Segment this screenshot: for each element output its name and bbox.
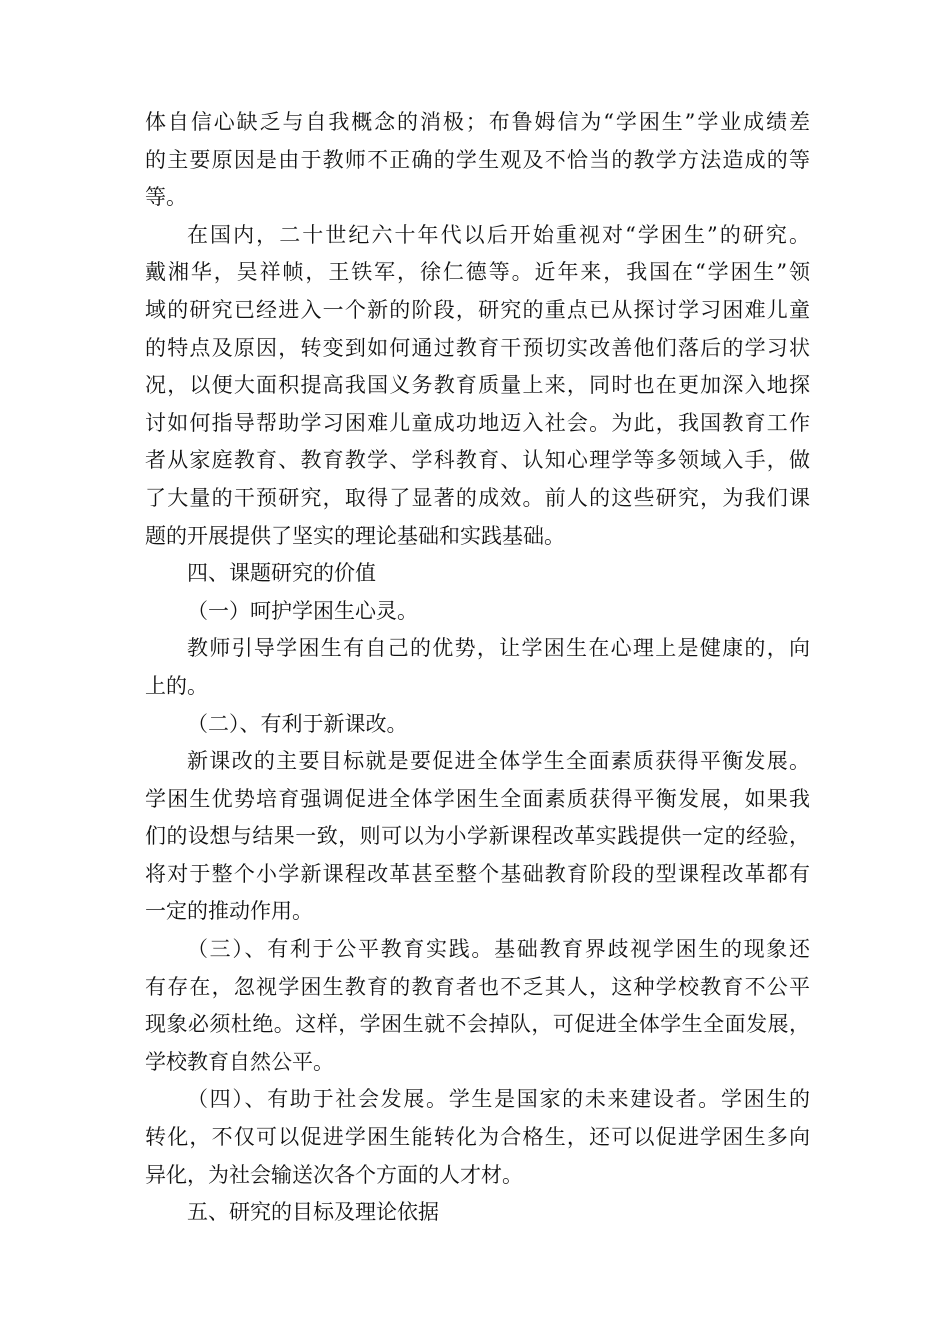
text-line: 体自信心缺乏与自我概念的消极；布鲁姆信为“学困生”学业成绩差	[145, 110, 810, 134]
text-line: 的主要原因是由于教师不正确的学生观及不恰当的教学方法造成的等	[145, 147, 810, 172]
text-line: 现象必须杜绝。这样，学困生就不会掉队，可促进全体学生全面发展，	[145, 1012, 810, 1037]
text-line: 况，以便大面积提高我国义务教育质量上来，同时也在更加深入地探	[145, 373, 810, 398]
text-line: 新课改的主要目标就是要促进全体学生全面素质获得平衡发展。	[187, 749, 810, 774]
text-line: 者从家庭教育、教育教学、学科教育、认知心理学等多领域入手，做	[145, 448, 810, 473]
text-line: 讨如何指导帮助学习困难儿童成功地迈入社会。为此，我国教育工作	[145, 410, 810, 435]
text-line: 等。	[145, 185, 187, 210]
text-line: （四）、有助于社会发展。学生是国家的未来建设者。学困生的	[187, 1087, 810, 1112]
text-line: 了大量的干预研究，取得了显著的成效。前人的这些研究，为我们课	[145, 485, 810, 510]
text-line: 学困生优势培育强调促进全体学困生全面素质获得平衡发展，如果我	[145, 786, 810, 811]
text-line: 转化，不仅可以促进学困生能转化为合格生，还可以促进学困生多向	[145, 1125, 810, 1150]
text-line: 一定的推动作用。	[145, 899, 313, 924]
text-line: 五、研究的目标及理论依据	[187, 1200, 439, 1225]
text-line: 异化，为社会输送次各个方面的人才材。	[145, 1162, 523, 1187]
text-line: （二）、有利于新课改。	[187, 711, 408, 736]
text-line: 戴湘华，吴祥帧，王铁军，徐仁德等。近年来，我国在“学困生”领	[145, 260, 810, 285]
text-line: 的特点及原因，转变到如何通过教育干预切实改善他们落后的学习状	[145, 335, 810, 360]
text-line: 学校教育自然公平。	[145, 1049, 334, 1074]
text-line: 有存在，忽视学困生教育的教育者也不乏其人，这种学校教育不公平	[145, 974, 810, 999]
text-line: （一）呵护学困生心灵。	[187, 598, 418, 623]
text-line: 域的研究已经进入一个新的阶段，研究的重点已从探讨学习困难儿童	[145, 297, 810, 322]
text-line: 教师引导学困生有自己的优势，让学困生在心理上是健康的，向	[187, 636, 810, 661]
text-line: 在国内，二十世纪六十年代以后开始重视对“学困生”的研究。	[187, 222, 810, 247]
text-line: 将对于整个小学新课程改革甚至整个基础教育阶段的型课程改革都有	[145, 861, 810, 886]
text-line: 题的开展提供了坚实的理论基础和实践基础。	[145, 523, 565, 548]
text-line: 们的设想与结果一致，则可以为小学新课程改革实践提供一定的经验，	[145, 824, 810, 849]
document-body	[145, 104, 810, 1232]
text-line: 上的。	[145, 673, 208, 698]
text-line: （三）、有利于公平教育实践。基础教育界歧视学困生的现象还	[187, 937, 810, 962]
text-line: 四、课题研究的价值	[187, 561, 376, 586]
